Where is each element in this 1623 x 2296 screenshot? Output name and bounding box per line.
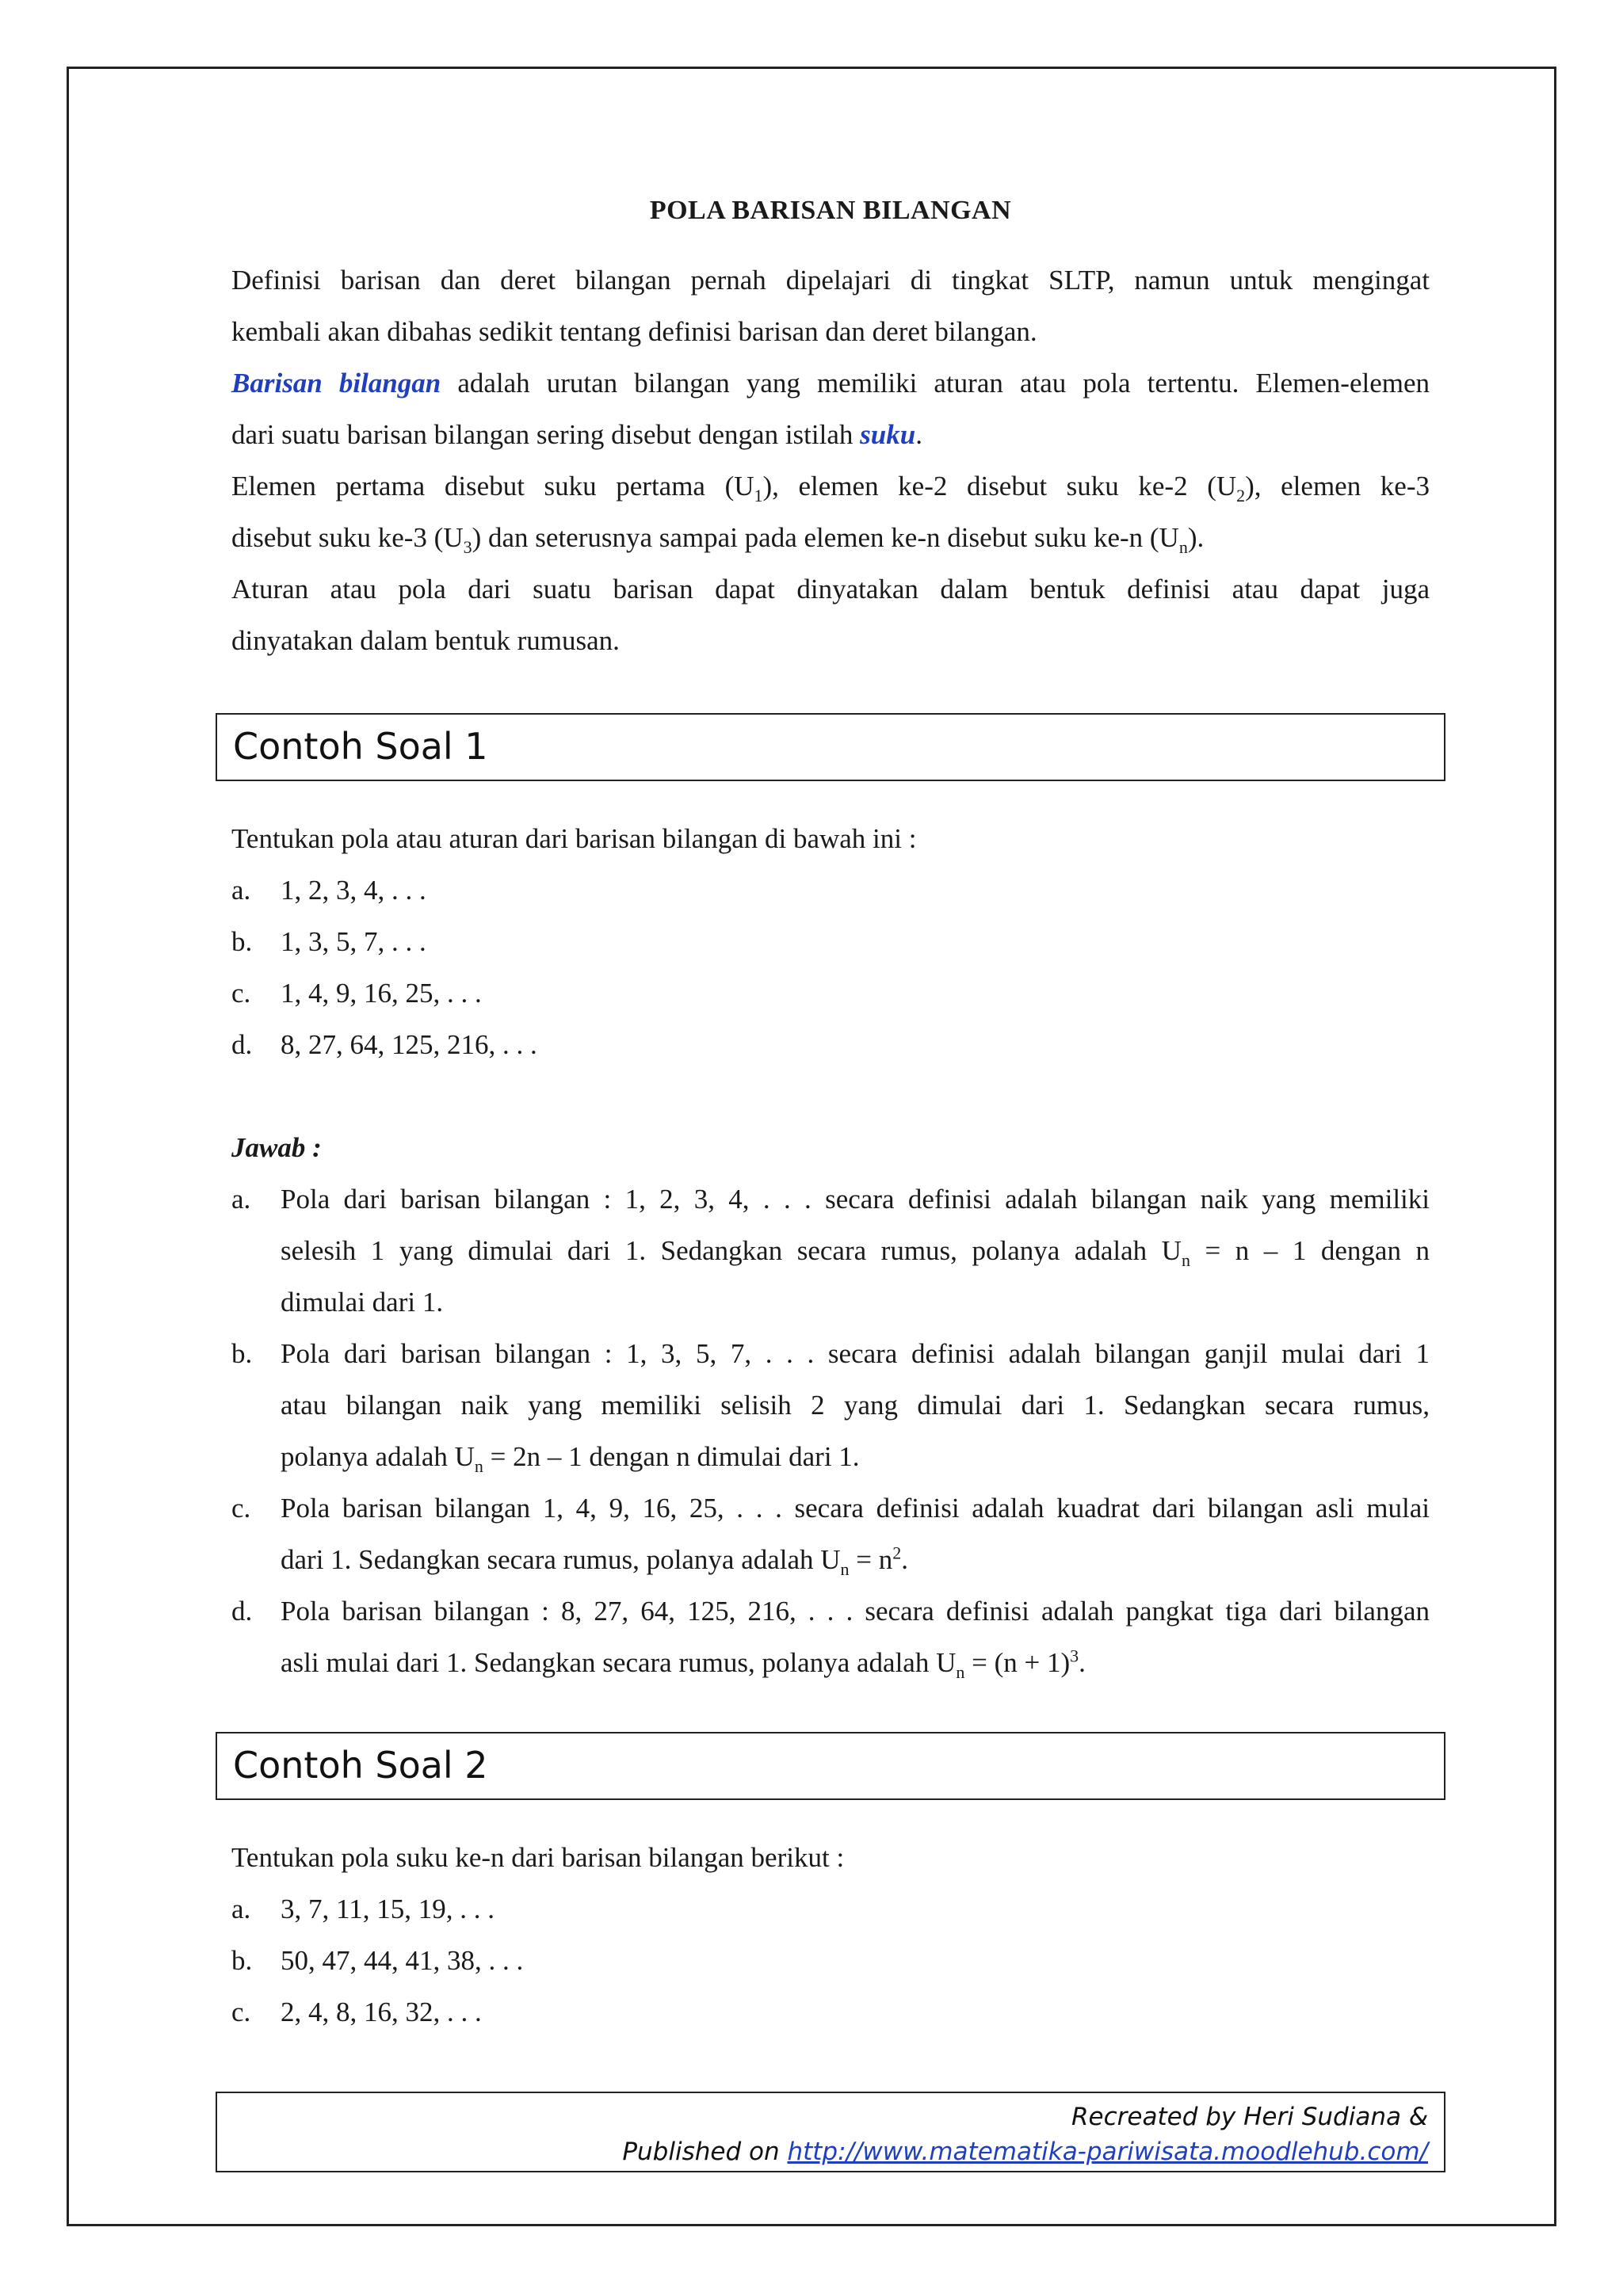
page-title: POLA BARISAN BILANGAN xyxy=(649,196,1012,225)
term-barisan-bilangan: Barisan bilangan xyxy=(231,368,441,399)
list-item: 8, 27, 64, 125, 216, . . . xyxy=(281,1029,537,1060)
intro-line: Aturan atau pola dari suatu barisan dapat dinyatakan dalam bentuk definisi atau dapat juga xyxy=(231,574,1430,605)
jawab-label: Jawab : xyxy=(231,1132,322,1163)
list-label: a. xyxy=(231,1894,251,1924)
contoh-soal-1-heading: Contoh Soal 1 xyxy=(233,725,488,768)
list-item: 1, 4, 9, 16, 25, . . . xyxy=(281,978,482,1009)
list-item: 2, 4, 8, 16, 32, . . . xyxy=(281,1997,482,2027)
answer-label: b. xyxy=(231,1338,253,1369)
answer-label: a. xyxy=(231,1184,251,1215)
term-suku: suku xyxy=(860,419,916,450)
list-item: 1, 3, 5, 7, . . . xyxy=(281,926,426,957)
list-label: c. xyxy=(231,978,251,1009)
intro-line: Barisan bilangan adalah urutan bilangan yang memiliki aturan atau pola tertentu. Elemen-elemen xyxy=(231,368,1430,399)
footer-credit xyxy=(622,2100,1428,2169)
contoh-soal-2-box xyxy=(216,1732,1445,1800)
footer-credit-line1: Recreated by Heri Sudiana & xyxy=(1071,2103,1428,2131)
list-label: a. xyxy=(231,875,251,906)
footer-website-link[interactable]: http://www.matematika-pariwisata.moodlehub.com/ xyxy=(787,2138,1428,2166)
intro-line: Elemen pertama disebut suku pertama $(U_1)$, elemen ke-2 disebut suku ke-2 $(U_2)$, elemen ke-3 xyxy=(231,471,1430,505)
list-label: d. xyxy=(231,1029,253,1060)
intro-line: dari suatu barisan bilangan sering disebut dengan istilah suku. xyxy=(231,419,922,450)
intro-line: kembali akan dibahas sedikit tentang definisi barisan dan deret bilangan. xyxy=(231,316,1037,347)
footer-credit-box xyxy=(216,2092,1445,2172)
soal-1-question: Tentukan pola atau aturan dari barisan bilangan di bawah ini : xyxy=(231,823,917,854)
soal-2-question: Tentukan pola suku ke-n dari barisan bilangan berikut : xyxy=(231,1842,845,1873)
answer-c: Pola barisan bilangan 1, 4, 9, 16, 25, . . . secara definisi adalah kuadrat dari bilangan asli mulai dari 1. Sedangkan secara rumus, polanya adalah $U_n = n^2$. xyxy=(281,1493,1430,1579)
answer-a: Pola dari barisan bilangan : 1, 2, 3, 4, . . . secara definisi adalah bilangan naik yang memiliki selesih 1 yang dimulai dari 1. Sedangkan secara rumus, polanya adalah $U_n = n - 1$ dengan n dimulai dari 1. xyxy=(281,1184,1430,1318)
answer-label: c. xyxy=(231,1493,251,1524)
list-item: 50, 47, 44, 41, 38, . . . xyxy=(281,1945,524,1976)
intro-line: dinyatakan dalam bentuk rumusan. xyxy=(231,625,620,656)
intro-line: disebut suku ke-3 $(U_3)$ dan seterusnya sampai pada elemen ke-n disebut suku ke-n $(U_n)$. xyxy=(231,522,1205,557)
list-item: 3, 7, 11, 15, 19, . . . xyxy=(281,1894,495,1924)
answer-label: d. xyxy=(231,1596,253,1627)
answer-b: Pola dari barisan bilangan : 1, 3, 5, 7, . . . secara definisi adalah bilangan ganjil mulai dari 1 atau bilangan naik yang memiliki selisih 2 yang dimulai dari 1. Sedangkan secara rumus, polanya adalah $U_n = 2n - 1$ dengan n dimulai dari 1. xyxy=(281,1338,1430,1476)
list-label: b. xyxy=(231,926,253,957)
answer-d: Pola barisan bilangan : 8, 27, 64, 125, 216, . . . secara definisi adalah pangkat tiga dari bilangan asli mulai dari 1. Sedangkan secara rumus, polanya adalah $U_n = (n + 1)^3$. xyxy=(281,1596,1430,1682)
list-item: 1, 2, 3, 4, . . . xyxy=(281,875,426,906)
contoh-soal-2-heading: Contoh Soal 2 xyxy=(233,1744,488,1787)
contoh-soal-1-box xyxy=(216,713,1445,781)
footer-credit-line2: Published on http://www.matematika-pariwisata.moodlehub.com/ xyxy=(622,2138,1428,2166)
list-label: c. xyxy=(231,1997,251,2027)
intro-line: Definisi barisan dan deret bilangan pernah dipelajari di tingkat SLTP, namun untuk mengingat xyxy=(231,265,1430,296)
list-label: b. xyxy=(231,1945,253,1976)
